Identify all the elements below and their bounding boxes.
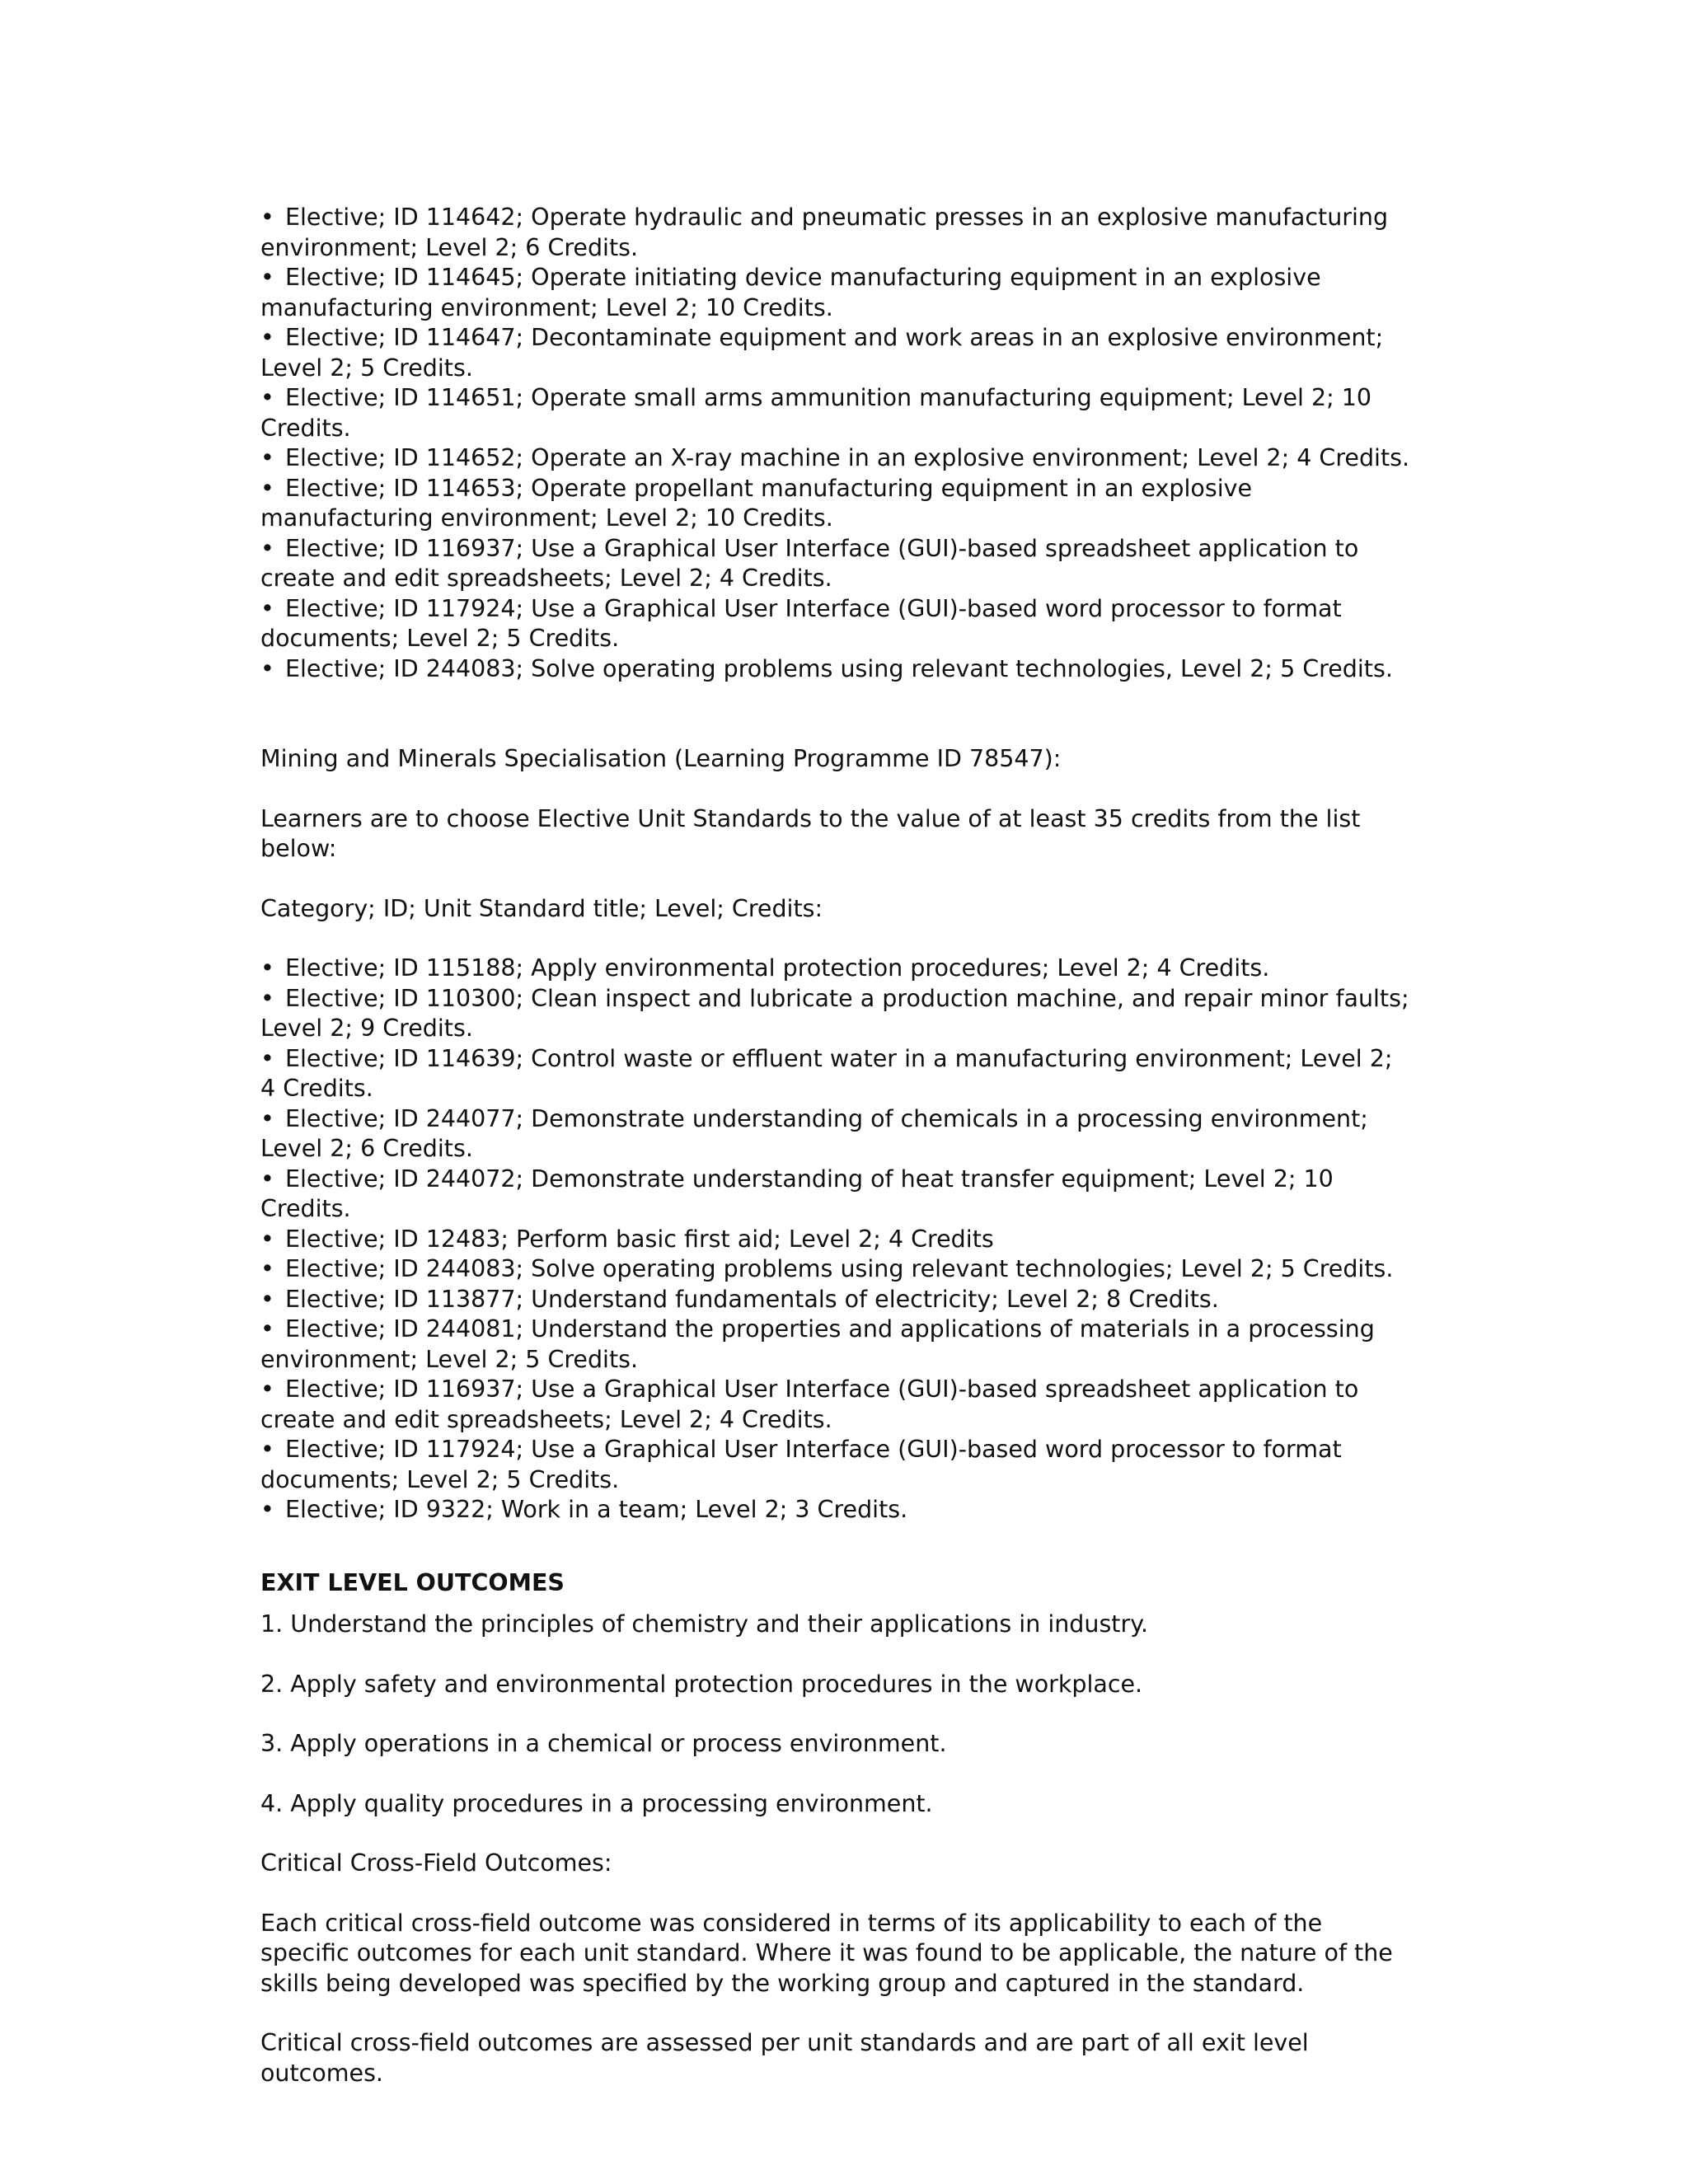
list-item: • Elective; ID 9322; Work in a team; Level 2; 3 Credits. bbox=[260, 1495, 1414, 1526]
bullet-icon: • bbox=[260, 1436, 274, 1463]
mining-columns-line: Category; ID; Unit Standard title; Level; Credits: bbox=[260, 894, 823, 922]
bullet-icon: • bbox=[260, 1225, 274, 1253]
ccfo-title: Critical Cross-Field Outcomes: bbox=[260, 1849, 612, 1877]
bullet-icon: • bbox=[260, 984, 274, 1012]
exit-level-outcomes-heading: EXIT LEVEL OUTCOMES bbox=[260, 1568, 565, 1596]
list-item: • Elective; ID 110300; Clean inspect and lubricate a production machine, and repair minor faults; Level 2; 9 Credits. bbox=[260, 984, 1409, 1042]
list-item: • Elective; ID 116937; Use a Graphical User Interface (GUI)-based spreadsheet application to create and edit spreadsheets; Level 2; 4 Credits. bbox=[260, 534, 1359, 592]
bullet-icon: • bbox=[260, 384, 274, 411]
bullet-icon: • bbox=[260, 444, 274, 471]
list-item: • Elective; ID 114647; Decontaminate equipment and work areas in an explosive environment; Level 2; 5 Credits. bbox=[260, 324, 1384, 382]
list-item: • Elective; ID 113877; Understand fundamentals of electricity; Level 2; 8 Credits. bbox=[260, 1285, 1414, 1315]
mining-elective-list bbox=[260, 954, 1414, 1526]
outcome-item: 2. Apply safety and environmental protection procedures in the workplace. bbox=[260, 1670, 1143, 1698]
list-item: • Elective; ID 244077; Demonstrate understanding of chemicals in a processing environment; Level 2; 6 Credits. bbox=[260, 1104, 1368, 1162]
explosives-elective-list bbox=[260, 203, 1414, 684]
bullet-icon: • bbox=[260, 204, 274, 231]
bullet-icon: • bbox=[260, 1496, 274, 1523]
document-page bbox=[260, 203, 1414, 2088]
list-item: • Elective; ID 115188; Apply environmental protection procedures; Level 2; 4 Credits. bbox=[260, 954, 1414, 984]
bullet-icon: • bbox=[260, 474, 274, 502]
bullet-icon: • bbox=[260, 264, 274, 291]
bullet-icon: • bbox=[260, 594, 274, 622]
mining-section-title: Mining and Minerals Specialisation (Learning Programme ID 78547): bbox=[260, 745, 1062, 772]
list-item: • Elective; ID 12483; Perform basic first aid; Level 2; 4 Credits bbox=[260, 1225, 1414, 1255]
bullet-icon: • bbox=[260, 1165, 274, 1193]
bullet-icon: • bbox=[260, 1285, 274, 1313]
list-item: • Elective; ID 116937; Use a Graphical User Interface (GUI)-based spreadsheet application to create and edit spreadsheets; Level 2; 4 Credits. bbox=[260, 1376, 1359, 1433]
mining-instruction: Learners are to choose Elective Unit Standards to the value of at least 35 credits from the list below: bbox=[260, 804, 1361, 862]
outcome-item: 4. Apply quality procedures in a processing environment. bbox=[260, 1789, 933, 1817]
list-item: • Elective; ID 117924; Use a Graphical User Interface (GUI)-based word processor to format documents; Level 2; 5 Credits. bbox=[260, 594, 1342, 652]
ccfo-paragraph-2: Critical cross-field outcomes are assessed per unit standards and are part of all exit level outcomes. bbox=[260, 2029, 1309, 2087]
bullet-icon: • bbox=[260, 1315, 274, 1343]
ccfo-paragraph-1: Each critical cross-field outcome was considered in terms of its applicability to each of the specific outcomes for each unit standard. Where it was found to be applicable, the nature of the skills being developed was specified by the working group and captured in the standard. bbox=[260, 1909, 1393, 1997]
list-item: • Elective; ID 244083; Solve operating problems using relevant technologies; Level 2; 5 Credits. bbox=[260, 1254, 1414, 1285]
list-item: • Elective; ID 114642; Operate hydraulic and pneumatic presses in an explosive manufacturing environment; Level 2; 6 Credits. bbox=[260, 204, 1389, 261]
bullet-icon: • bbox=[260, 1255, 274, 1282]
list-item: • Elective; ID 244072; Demonstrate understanding of heat transfer equipment; Level 2; 10 Credits. bbox=[260, 1165, 1334, 1222]
outcome-item: 1. Understand the principles of chemistry and their applications in industry. bbox=[260, 1610, 1149, 1638]
bullet-icon: • bbox=[260, 954, 274, 982]
list-item: • Elective; ID 244083; Solve operating problems using relevant technologies, Level 2; 5 Credits. bbox=[260, 654, 1414, 685]
bullet-icon: • bbox=[260, 534, 274, 562]
list-item: • Elective; ID 114639; Control waste or effluent water in a manufacturing environment; Level 2; 4 Credits. bbox=[260, 1044, 1393, 1102]
list-item: • Elective; ID 114652; Operate an X-ray machine in an explosive environment; Level 2; 4 Credits. bbox=[260, 443, 1414, 474]
outcome-item: 3. Apply operations in a chemical or process environment. bbox=[260, 1730, 947, 1757]
bullet-icon: • bbox=[260, 324, 274, 351]
list-item: • Elective; ID 114653; Operate propellant manufacturing equipment in an explosive manufacturing environment; Level 2; 10 Credits. bbox=[260, 474, 1253, 532]
list-item: • Elective; ID 114645; Operate initiating device manufacturing equipment in an explosive manufacturing environment; Level 2; 10 Credits. bbox=[260, 264, 1321, 321]
bullet-icon: • bbox=[260, 1376, 274, 1403]
list-item: • Elective; ID 244081; Understand the properties and applications of materials in a processing environment; Level 2; 5 Credits. bbox=[260, 1315, 1375, 1373]
list-item: • Elective; ID 117924; Use a Graphical User Interface (GUI)-based word processor to format documents; Level 2; 5 Credits. bbox=[260, 1436, 1342, 1493]
bullet-icon: • bbox=[260, 1044, 274, 1072]
bullet-icon: • bbox=[260, 654, 274, 682]
list-item: • Elective; ID 114651; Operate small arms ammunition manufacturing equipment; Level 2; 10 Credits. bbox=[260, 384, 1372, 442]
bullet-icon: • bbox=[260, 1104, 274, 1132]
